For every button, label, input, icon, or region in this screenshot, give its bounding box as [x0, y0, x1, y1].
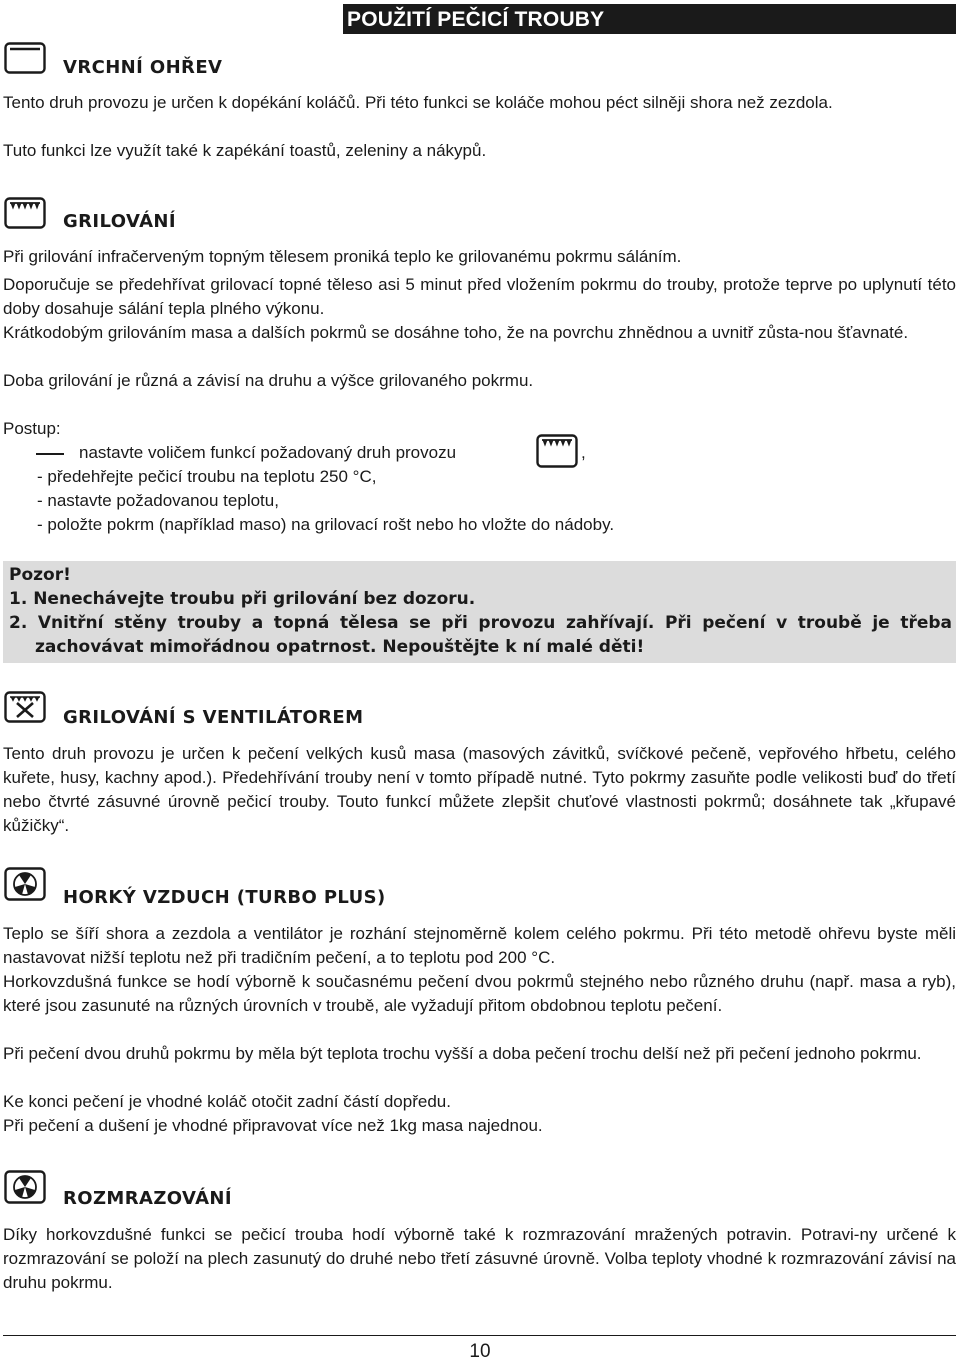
- paragraph: Teplo se šíří shora a zezdola a ventilátor je rozhání stejnoměrně kolem celého pokrmu. Při této metodě ohřevu byste měli nastavovat nižší teplotu než při tradičním pečení, a to teplotu pod 200 °C.: [3, 924, 956, 967]
- paragraph: Tuto funkci lze využít také k zapékání toastů, zeleniny a nákypů.: [3, 141, 487, 160]
- procedure-label: Postup:: [3, 419, 61, 438]
- paragraph: Při grilování infračerveným topným tělesem proniká teplo ke grilovanému pokrmu sáláním.: [3, 247, 682, 266]
- section-title-top-heat: VRCHNÍ OHŘEV: [63, 57, 223, 78]
- paragraph: Tento druh provozu je určen k dopékání koláčů. Při této funkci se koláče mohou péct silněji shora než zezdola.: [3, 93, 833, 112]
- paragraph: Ke konci pečení je vhodné koláč otočit zadní částí dopředu.: [3, 1092, 451, 1111]
- defrost-icon: [4, 1170, 46, 1204]
- top-heat-icon: [4, 42, 46, 74]
- page-header-title: POUŽITÍ PEČICÍ TROUBY: [347, 8, 605, 31]
- footer-rule: [3, 1335, 956, 1336]
- grill-fan-icon: [4, 691, 46, 723]
- procedure-step: - položte pokrm (například maso) na grilovací rošt nebo ho vložte do nádoby.: [37, 515, 615, 534]
- grill-icon: [4, 197, 46, 229]
- procedure-step: nastavte voličem funkcí požadovaný druh provozu: [79, 443, 457, 462]
- warning-item: 1. Nenechávejte troubu při grilování bez dozoru.: [9, 589, 476, 609]
- paragraph: Doba grilování je různá a závisí na druhu a výšce grilovaného pokrmu.: [3, 371, 534, 390]
- section-title-defrost: ROZMRAZOVÁNÍ: [63, 1188, 232, 1209]
- page-header: [343, 4, 956, 34]
- paragraph: Tento druh provozu je určen k pečení velkých kusů masa (masových závitků, svíčkové pečeně, vepřového hřbetu, celého kuřete, husy, kachny apod.). Předehřívání trouby není v tomto případě nutné. Tyto pokrmy zasuňte podle velikosti buď do třetí nebo čtvrté zásuvné úrovně pečicí trouby. Touto funkcí můžete zlepšit chuťové vlastnosti pokrmů; dosáhnete tak „křupavé kůžičky“.: [3, 744, 956, 835]
- page-number: 10: [469, 1341, 491, 1362]
- warning-label: Pozor!: [9, 565, 71, 585]
- grill-icon: [536, 434, 578, 468]
- section-title-grill: GRILOVÁNÍ: [63, 211, 176, 232]
- paragraph: Díky horkovzdušné funkci se pečicí trouba hodí výborně také k rozmrazování mražených potravin. Potravi-ny určené k rozmrazování se položí na plech zasunutý do druhé nebo třetí zásuvné úrovně. Volba teploty vhodné k rozmrazování závisí na druhu pokrmu.: [3, 1225, 956, 1292]
- paragraph: Při pečení a dušení je vhodné připravovat více než 1kg masa najednou.: [3, 1116, 543, 1135]
- paragraph: Při pečení dvou druhů pokrmu by měla být teplota trochu vyšší a doba pečení trochu delší než při pečení jednoho pokrmu.: [3, 1044, 922, 1063]
- section-title-hot-air: HORKÝ VZDUCH (TURBO PLUS): [63, 887, 386, 908]
- warning-item: 2. Vnitřní stěny trouby a topná tělesa se při provozu zahřívají. Při pečení v troubě je třeba zachovávat mimořádnou opatrnost. Nepouštějte k ní malé děti!: [9, 613, 952, 657]
- procedure-step: - předehřejte pečicí troubu na teplotu 250 °C,: [37, 467, 377, 486]
- paragraph: Krátkodobým grilováním masa a dalších pokrmů se dosáhne toho, že na povrchu zhnědnou a uvnitř zůsta-nou šťavnaté.: [3, 323, 909, 342]
- paragraph: Doporučuje se předehřívat grilovací topné těleso asi 5 minut před vložením pokrmu do trouby, protože teprve po uplynutí této doby dosahuje sálání tepla plného výkonu.: [3, 275, 956, 318]
- paragraph: Horkovzdušná funkce se hodí výborně k současnému pečení dvou pokrmů stejného nebo různého druhu (např. masa a ryb), které jsou zasunuté na různých úrovních v troubě, ale vyžadují přitom obdobnou teplotu pečení.: [3, 972, 956, 1015]
- section-title-grill-fan: GRILOVÁNÍ S VENTILÁTOREM: [63, 707, 364, 728]
- step-suffix: ,: [581, 443, 586, 462]
- procedure-step: - nastavte požadovanou teplotu,: [37, 491, 279, 510]
- fan-icon: [4, 867, 46, 901]
- step-dash: [36, 453, 64, 455]
